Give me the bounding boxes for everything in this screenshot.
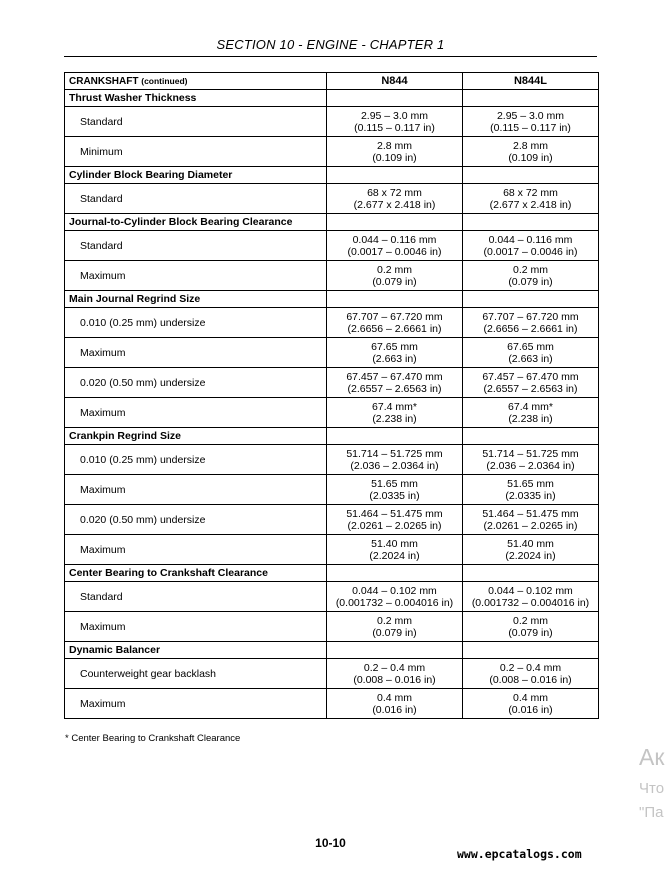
spec-row: [65, 535, 599, 565]
metric-value: 0.2 mm: [512, 263, 548, 276]
section-row: [65, 90, 599, 107]
metric-value: 2.95 – 3.0 mm: [496, 109, 565, 122]
spec-label: 0.020 (0.50 mm) undersize: [65, 505, 327, 535]
metric-value: 0.044 – 0.102 mm: [488, 584, 573, 597]
metric-value: 0.4 mm: [512, 691, 548, 704]
metric-value: 68 x 72 mm: [503, 186, 558, 199]
page-number: 10-10: [315, 836, 346, 850]
spec-label: 0.010 (0.25 mm) undersize: [65, 445, 327, 475]
imperial-value: (2.0261 – 2.0265 in): [347, 519, 442, 532]
metric-value: 67.707 – 67.720 mm: [482, 310, 579, 323]
spec-row: [65, 231, 599, 261]
imperial-value: (0.0017 – 0.0046 in): [347, 245, 442, 258]
metric-value: 0.2 mm: [512, 614, 548, 627]
n844l-value: [463, 137, 599, 167]
n844l-value: [463, 612, 599, 642]
metric-value: 0.2 mm: [376, 263, 412, 276]
spec-row: [65, 445, 599, 475]
imperial-value: (2.663 in): [508, 352, 553, 365]
imperial-value: (2.036 – 2.0364 in): [486, 459, 575, 472]
metric-value: 0.2 mm: [376, 614, 412, 627]
metric-value: 67.4 mm*: [372, 400, 417, 413]
spec-row: [65, 261, 599, 291]
spec-row: [65, 475, 599, 505]
imperial-value: (2.238 in): [372, 412, 417, 425]
metric-value: 0.044 – 0.102 mm: [352, 584, 437, 597]
metric-value: 0.4 mm: [376, 691, 412, 704]
spec-row: [65, 137, 599, 167]
spec-label: Maximum: [65, 689, 327, 719]
empty-cell: [327, 642, 463, 659]
table-header-continued: (continued): [141, 75, 188, 86]
section-row: [65, 428, 599, 445]
section-row: [65, 214, 599, 231]
spec-row: [65, 612, 599, 642]
watermark-line-2: Что: [639, 780, 665, 797]
imperial-value: (2.0335 in): [369, 489, 420, 502]
n844-value: [327, 398, 463, 428]
n844-value: [327, 582, 463, 612]
spec-label: Maximum: [65, 398, 327, 428]
spec-label: 0.020 (0.50 mm) undersize: [65, 368, 327, 398]
section-label: Center Bearing to Crankshaft Clearance: [65, 565, 327, 582]
empty-cell: [327, 291, 463, 308]
site-url: www.epcatalogs.com: [457, 847, 582, 861]
metric-value: 0.044 – 0.116 mm: [488, 233, 573, 246]
spec-row: [65, 184, 599, 214]
n844-value: [327, 368, 463, 398]
section-title: SECTION 10 - ENGINE - CHAPTER 1: [216, 37, 445, 52]
section-row: [65, 291, 599, 308]
n844l-value: [463, 475, 599, 505]
n844l-value: [463, 398, 599, 428]
n844-value: [327, 137, 463, 167]
table-header-label: [65, 73, 327, 90]
metric-value: 51.714 – 51.725 mm: [346, 447, 443, 460]
section-row: [65, 642, 599, 659]
spec-label: Minimum: [65, 137, 327, 167]
n844-value: [327, 261, 463, 291]
imperial-value: (0.079 in): [372, 626, 417, 639]
imperial-value: (2.6557 – 2.6563 in): [483, 382, 578, 395]
metric-value: 0.2 – 0.4 mm: [363, 661, 426, 674]
spec-label: Maximum: [65, 612, 327, 642]
spec-row: [65, 398, 599, 428]
n844l-value: [463, 368, 599, 398]
empty-cell: [463, 214, 599, 231]
n844-value: [327, 184, 463, 214]
metric-value: 67.707 – 67.720 mm: [346, 310, 443, 323]
imperial-value: (2.0261 – 2.0265 in): [483, 519, 578, 532]
imperial-value: (2.2024 in): [369, 549, 420, 562]
section-row: [65, 565, 599, 582]
spec-row: [65, 107, 599, 137]
imperial-value: (2.663 in): [372, 352, 417, 365]
metric-value: 67.457 – 67.470 mm: [482, 370, 579, 383]
n844-value: [327, 612, 463, 642]
n844-value: [327, 231, 463, 261]
n844-value: [327, 107, 463, 137]
n844l-value: [463, 659, 599, 689]
n844l-value: [463, 535, 599, 565]
empty-cell: [463, 90, 599, 107]
section-label: Main Journal Regrind Size: [65, 291, 327, 308]
spec-label: Maximum: [65, 475, 327, 505]
imperial-value: (2.2024 in): [505, 549, 556, 562]
metric-value: 67.4 mm*: [508, 400, 553, 413]
crankshaft-spec-table: [64, 72, 599, 719]
imperial-value: (0.001732 – 0.004016 in): [471, 596, 590, 609]
n844l-value: [463, 231, 599, 261]
table-header-row: [65, 73, 599, 90]
n844l-value: [463, 689, 599, 719]
metric-value: 0.044 – 0.116 mm: [352, 233, 437, 246]
empty-cell: [327, 214, 463, 231]
metric-value: 51.464 – 51.475 mm: [482, 507, 579, 520]
table-header-title: CRANKSHAFT: [69, 75, 139, 87]
n844l-value: [463, 445, 599, 475]
section-label: Cylinder Block Bearing Diameter: [65, 167, 327, 184]
metric-value: 51.40 mm: [507, 537, 554, 550]
n844-value: [327, 659, 463, 689]
spec-row: [65, 582, 599, 612]
imperial-value: (0.109 in): [372, 151, 417, 164]
n844l-value: [463, 338, 599, 368]
spec-row: [65, 689, 599, 719]
section-label: Thrust Washer Thickness: [65, 90, 327, 107]
metric-value: 67.65 mm: [371, 340, 418, 353]
spec-label: Standard: [65, 582, 327, 612]
n844-value: [327, 505, 463, 535]
imperial-value: (0.008 – 0.016 in): [489, 673, 572, 686]
imperial-value: (0.0017 – 0.0046 in): [483, 245, 578, 258]
imperial-value: (0.079 in): [508, 626, 553, 639]
column-header-n844: N844: [327, 73, 463, 90]
spec-label: Maximum: [65, 338, 327, 368]
imperial-value: (2.677 x 2.418 in): [489, 198, 572, 211]
metric-value: 67.457 – 67.470 mm: [346, 370, 443, 383]
n844l-value: [463, 582, 599, 612]
spec-label: 0.010 (0.25 mm) undersize: [65, 308, 327, 338]
metric-value: 0.2 – 0.4 mm: [499, 661, 562, 674]
n844l-value: [463, 261, 599, 291]
imperial-value: (0.109 in): [508, 151, 553, 164]
imperial-value: (0.079 in): [372, 275, 417, 288]
imperial-value: (2.0335 in): [505, 489, 556, 502]
footnote: * Center Bearing to Crankshaft Clearance: [65, 733, 241, 744]
metric-value: 2.8 mm: [512, 139, 548, 152]
imperial-value: (0.016 in): [372, 703, 417, 716]
n844-value: [327, 308, 463, 338]
empty-cell: [327, 565, 463, 582]
imperial-value: (0.016 in): [508, 703, 553, 716]
spec-label: Standard: [65, 107, 327, 137]
section-label: Crankpin Regrind Size: [65, 428, 327, 445]
n844l-value: [463, 184, 599, 214]
imperial-value: (0.079 in): [508, 275, 553, 288]
empty-cell: [327, 167, 463, 184]
metric-value: 51.714 – 51.725 mm: [482, 447, 579, 460]
metric-value: 51.464 – 51.475 mm: [346, 507, 443, 520]
imperial-value: (2.6656 – 2.6661 in): [483, 322, 578, 335]
empty-cell: [463, 642, 599, 659]
section-label: Journal-to-Cylinder Block Bearing Clearance: [65, 214, 327, 231]
n844-value: [327, 338, 463, 368]
section-row: [65, 167, 599, 184]
n844l-value: [463, 308, 599, 338]
spec-label: Standard: [65, 184, 327, 214]
metric-value: 51.40 mm: [371, 537, 418, 550]
spec-row: [65, 338, 599, 368]
n844l-value: [463, 107, 599, 137]
spec-label: Standard: [65, 231, 327, 261]
imperial-value: (2.238 in): [508, 412, 553, 425]
spec-row: [65, 368, 599, 398]
imperial-value: (0.115 – 0.117 in): [490, 121, 571, 134]
empty-cell: [327, 90, 463, 107]
imperial-value: (0.008 – 0.016 in): [353, 673, 436, 686]
spec-row: [65, 308, 599, 338]
n844l-value: [463, 505, 599, 535]
empty-cell: [327, 428, 463, 445]
n844-value: [327, 689, 463, 719]
metric-value: 2.95 – 3.0 mm: [360, 109, 429, 122]
n844-value: [327, 535, 463, 565]
imperial-value: (0.115 – 0.117 in): [354, 121, 435, 134]
spec-row: [65, 659, 599, 689]
imperial-value: (2.6656 – 2.6661 in): [347, 322, 442, 335]
spec-label: Maximum: [65, 261, 327, 291]
spec-label: Maximum: [65, 535, 327, 565]
spec-label: Counterweight gear backlash: [65, 659, 327, 689]
metric-value: 2.8 mm: [376, 139, 412, 152]
empty-cell: [463, 428, 599, 445]
imperial-value: (2.6557 – 2.6563 in): [347, 382, 442, 395]
empty-cell: [463, 565, 599, 582]
header-divider: [64, 56, 597, 57]
spec-row: [65, 505, 599, 535]
empty-cell: [463, 291, 599, 308]
metric-value: 68 x 72 mm: [367, 186, 422, 199]
column-header-n844l: N844L: [463, 73, 599, 90]
metric-value: 67.65 mm: [507, 340, 554, 353]
metric-value: 51.65 mm: [507, 477, 554, 490]
n844-value: [327, 475, 463, 505]
section-label: Dynamic Balancer: [65, 642, 327, 659]
imperial-value: (2.036 – 2.0364 in): [350, 459, 439, 472]
n844-value: [327, 445, 463, 475]
imperial-value: (0.001732 – 0.004016 in): [335, 596, 454, 609]
empty-cell: [463, 167, 599, 184]
metric-value: 51.65 mm: [371, 477, 418, 490]
watermark-line-3: "Па: [639, 804, 664, 821]
watermark-line-1: Ак: [639, 744, 665, 770]
imperial-value: (2.677 x 2.418 in): [353, 198, 436, 211]
